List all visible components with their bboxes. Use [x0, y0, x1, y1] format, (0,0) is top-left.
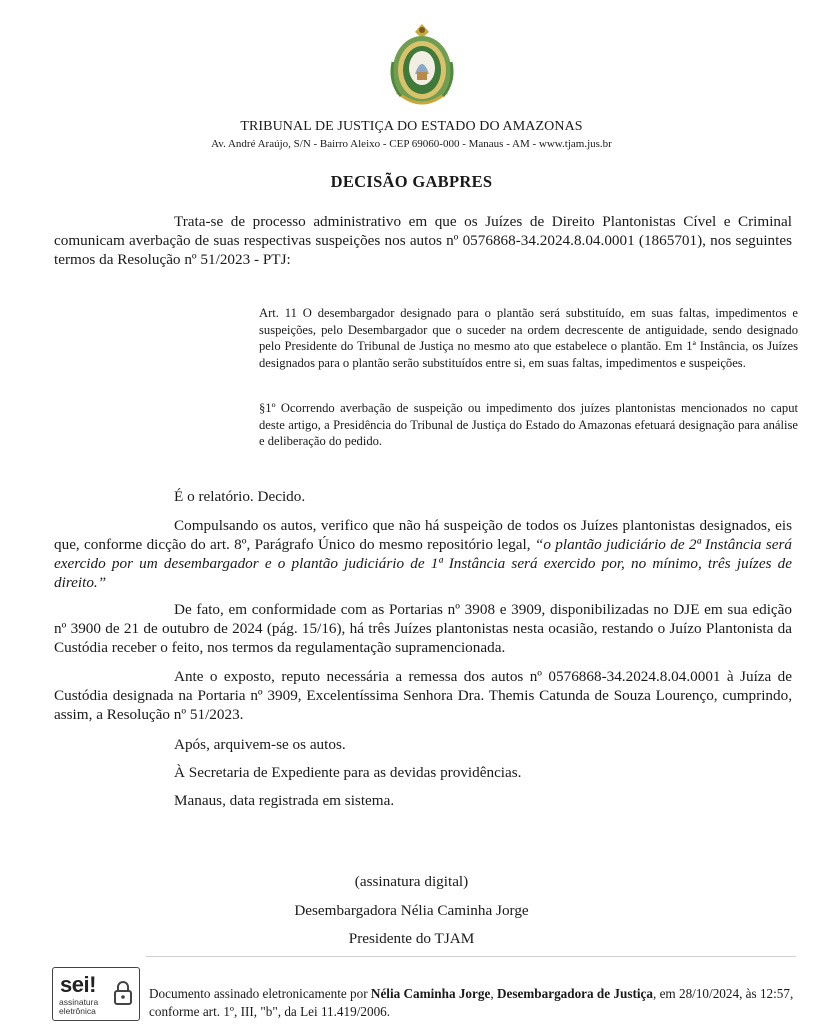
footer-sep: , [490, 986, 497, 1001]
quote-paragraph: §1º Ocorrendo averbação de suspeição ou impedimento dos juízes plantonistas mencionados no caput deste artigo, a Presidência do Tribunal de Justiça do Estado do Amazonas efetuará designação para análise e deliberação do pedido. [259, 401, 798, 448]
court-seal-icon [389, 22, 455, 108]
sei-subtitle [59, 998, 98, 1016]
paragraph-secretaria: À Secretaria de Expediente para as devidas providências. [174, 764, 522, 781]
footer-signer: Nélia Caminha Jorge [370, 986, 491, 1001]
electronic-signature-note [149, 985, 799, 1021]
institution-address: Av. André Araújo, S/N - Bairro Aleixo - CEP 69060-000 - Manaus - AM - www.tjam.jus.br [211, 138, 612, 150]
institution-name: TRIBUNAL DE JUSTIÇA DO ESTADO DO AMAZONAS [240, 119, 583, 134]
report-line: É o relatório. Decido. [174, 488, 306, 505]
signature-name: Desembargadora Nélia Caminha Jorge [294, 902, 529, 919]
lock-icon [113, 980, 133, 1006]
intro-paragraph: Trata-se de processo administrativo em que os Juízes de Direito Plantonistas Cível e Criminal comunicam averbação de suas respectivas suspeições nos autos nº 0576868-34.2024.8.04.0001 (1865701), nos seguintes termos da Resolução nº 51/2023 - PTJ: [54, 213, 792, 268]
footer-divider [146, 956, 796, 957]
sei-logo: sei! [60, 972, 96, 997]
sei-subtitle-line1: assinatura [59, 997, 99, 1007]
signature-note: (assinatura digital) [354, 873, 469, 890]
paragraph-compulsando [54, 516, 792, 592]
quote-article: Art. 11 O desembargador designado para o plantão será substituído, em suas faltas, impedimentos e suspeições, pelo Desembargador que o suceder na ordem decrescente de antiguidade, sendo designado pelo Presidente do Tribunal de Justiça no mesmo ato que estabelece o plantão. Em 1ª Instância, os Juízes designados para o plantão serão substituídos entre si, em suas faltas, impedimentos e suspeições. [259, 306, 798, 370]
paragraph-manaus: Manaus, data registrada em sistema. [174, 792, 395, 809]
paragraph-ante-o-exposto: Ante o exposto, reputo necessária a remessa dos autos nº 0576868-34.2024.8.04.0001 à Juíza de Custódia designada na Portaria nº 3909, Excelentíssima Senhora Dra. Themis Catunda de Souza Lourenço, cumprindo, assim, a Resolução nº 51/2023. [54, 668, 792, 723]
footer-post: , em 28/10/2024, às 12:57, conforme art. 1º, III, "b", da Lei 11.419/2006. [149, 986, 794, 1019]
paragraph-apos: Após, arquivem-se os autos. [174, 736, 346, 753]
footer-signer-role: Desembargadora de Justiça [496, 986, 653, 1001]
signature-role: Presidente do TJAM [348, 930, 475, 947]
sei-subtitle-line2: eletrônica [59, 1006, 96, 1016]
paragraph-de-fato: De fato, em conformidade com as Portarias nº 3908 e 3909, disponibilizadas no DJE em sua edição nº 3900 de 21 de outubro de 2024 (pág. 15/16), há três Juízes plantonistas nesta ocasião, restando o Juízo Plantonista da Custódia receber o feito, nos termos da regulamentação supramencionada. [54, 601, 792, 656]
sei-signature-stamp [52, 967, 140, 1021]
document-title: DECISÃO GABPRES [330, 172, 493, 191]
paragraph-compulsando-text: Compulsando os autos, verifico que não há suspeição de todos os Juízes plantonistas designados, eis que, conforme dicção do art. 8º, Parágrafo Único do mesmo repositório legal, [54, 517, 792, 553]
footer-pre: Documento assinado eletronicamente por [149, 986, 371, 1001]
paragraph-compulsando-quote: “o plantão judiciário de 2ª Instância será exercido por um desembargador e o plantão judiciário de 1ª Instância será exercido por, no mínimo, três juízes de direito.” [54, 536, 792, 591]
